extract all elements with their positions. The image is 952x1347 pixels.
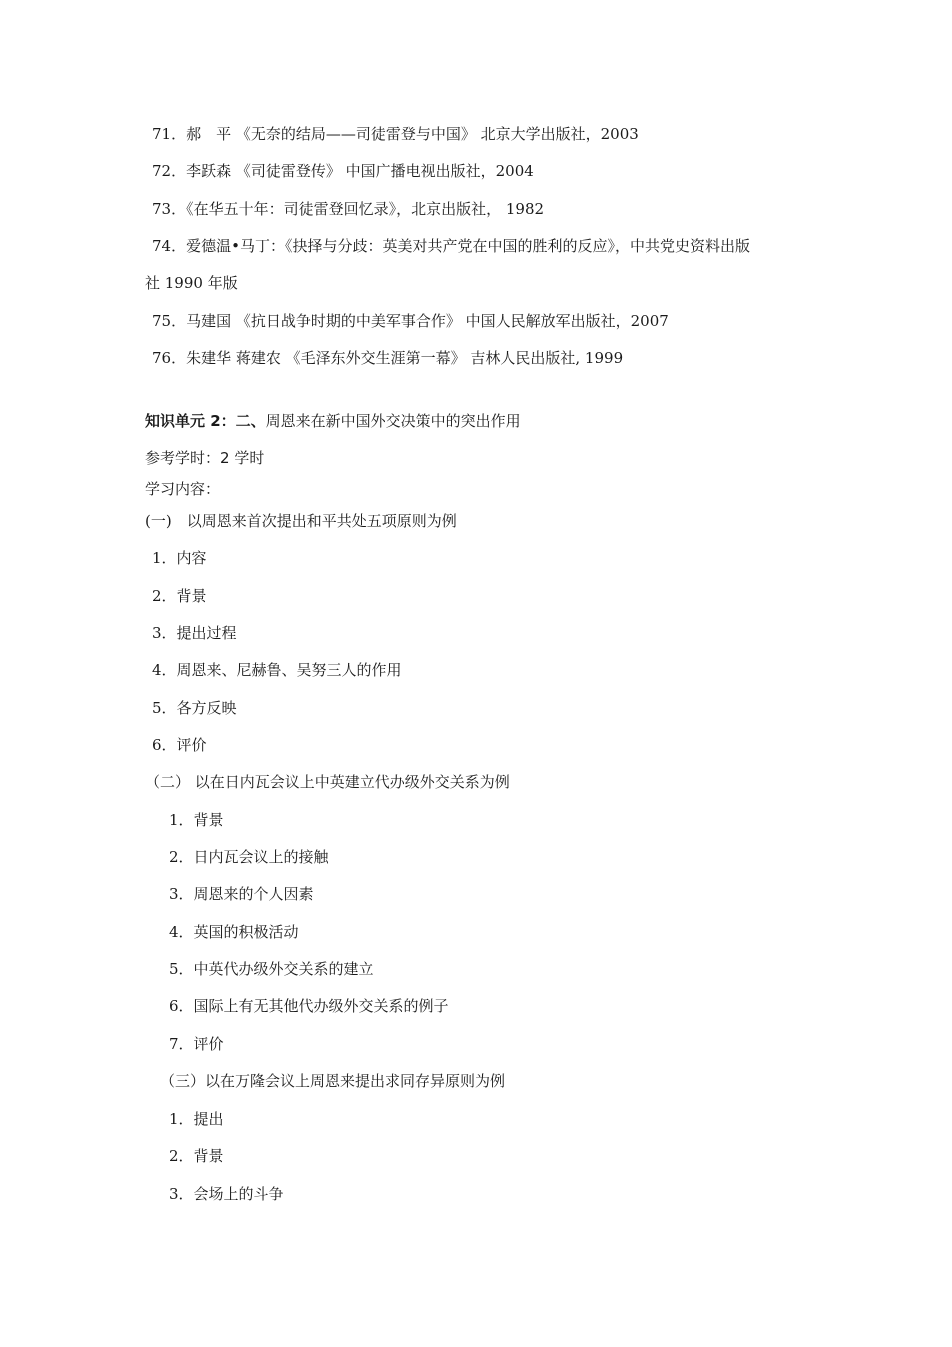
unit-heading — [145, 411, 521, 431]
section-3-heading: （三）以在万隆会议上周恩来提出求同存异原则为例 — [160, 1072, 506, 1090]
reference-text: 《在华五十年：司徒雷登回忆录》，北京出版社， 1982 — [186, 200, 545, 218]
reference-number: 76． — [152, 349, 187, 367]
reference-text: 郝 平 《无奈的结局——司徒雷登与中国》 北京大学出版社，2003 — [186, 125, 639, 143]
reference-text: 社 1990 年版 — [145, 274, 238, 292]
section-3-item: 2．背景 — [169, 1147, 224, 1165]
section-3-item: 3．会场上的斗争 — [169, 1185, 284, 1203]
section-3-item: 1．提出 — [169, 1110, 224, 1128]
reference-text: 李跃森 《司徒雷登传》 中国广播电视出版社，2004 — [186, 162, 534, 180]
reference-71 — [152, 124, 639, 144]
reference-76 — [152, 348, 623, 368]
reference-74-continuation — [145, 273, 238, 293]
section-2-item: 2．日内瓦会议上的接触 — [169, 848, 329, 866]
reference-text: 马建国 《抗日战争时期的中美军事合作》 中国人民解放军出版社，2007 — [186, 312, 669, 330]
section-2-item: 1．背景 — [169, 811, 224, 829]
section-2-item: 3．周恩来的个人因素 — [169, 885, 314, 903]
reference-75 — [152, 311, 669, 331]
reference-number: 75． — [152, 312, 187, 330]
unit-label: 知识单元 2：二、 — [145, 412, 266, 430]
section-2-item: 5．中英代办级外交关系的建立 — [169, 960, 374, 978]
section-2-item: 6．国际上有无其他代办级外交关系的例子 — [169, 997, 449, 1015]
section-1-item: 3．提出过程 — [152, 624, 237, 642]
reference-number: 71． — [152, 125, 187, 143]
reference-text: 爱德温•马丁：《抉择与分歧：英美对共产党在中国的胜利的反应》，中共党史资料出版 — [186, 237, 750, 255]
hours-label: 参考学时： — [145, 449, 221, 467]
section-1-item: 1．内容 — [152, 549, 207, 567]
reference-number: 74． — [152, 237, 187, 255]
reference-hours — [145, 448, 264, 468]
content-label: 学习内容： — [145, 480, 221, 498]
section-1-item: 2．背景 — [152, 587, 207, 605]
reference-74 — [152, 236, 750, 256]
reference-number: 72． — [152, 162, 187, 180]
reference-text: 朱建华 蒋建农 《毛泽东外交生涯第一幕》 吉林人民出版社, 1999 — [186, 349, 624, 367]
section-1-heading: (一) 以周恩来首次提出和平共处五项原则为例 — [145, 512, 457, 530]
hours-unit: 学时 — [229, 449, 265, 467]
reference-72 — [152, 161, 534, 181]
section-1-item: 5．各方反映 — [152, 699, 237, 717]
reference-number: 73． — [152, 200, 187, 218]
section-1-item: 4．周恩来、尼赫鲁、吴努三人的作用 — [152, 661, 402, 679]
unit-title: 周恩来在新中国外交决策中的突出作用 — [265, 412, 521, 430]
reference-73 — [152, 199, 544, 219]
section-2-item: 7．评价 — [169, 1035, 224, 1053]
hours-value: 2 — [220, 449, 230, 467]
section-2-item: 4．英国的积极活动 — [169, 923, 299, 941]
section-2-heading: （二） 以在日内瓦会议上中英建立代办级外交关系为例 — [145, 773, 510, 791]
section-1-item: 6．评价 — [152, 736, 207, 754]
